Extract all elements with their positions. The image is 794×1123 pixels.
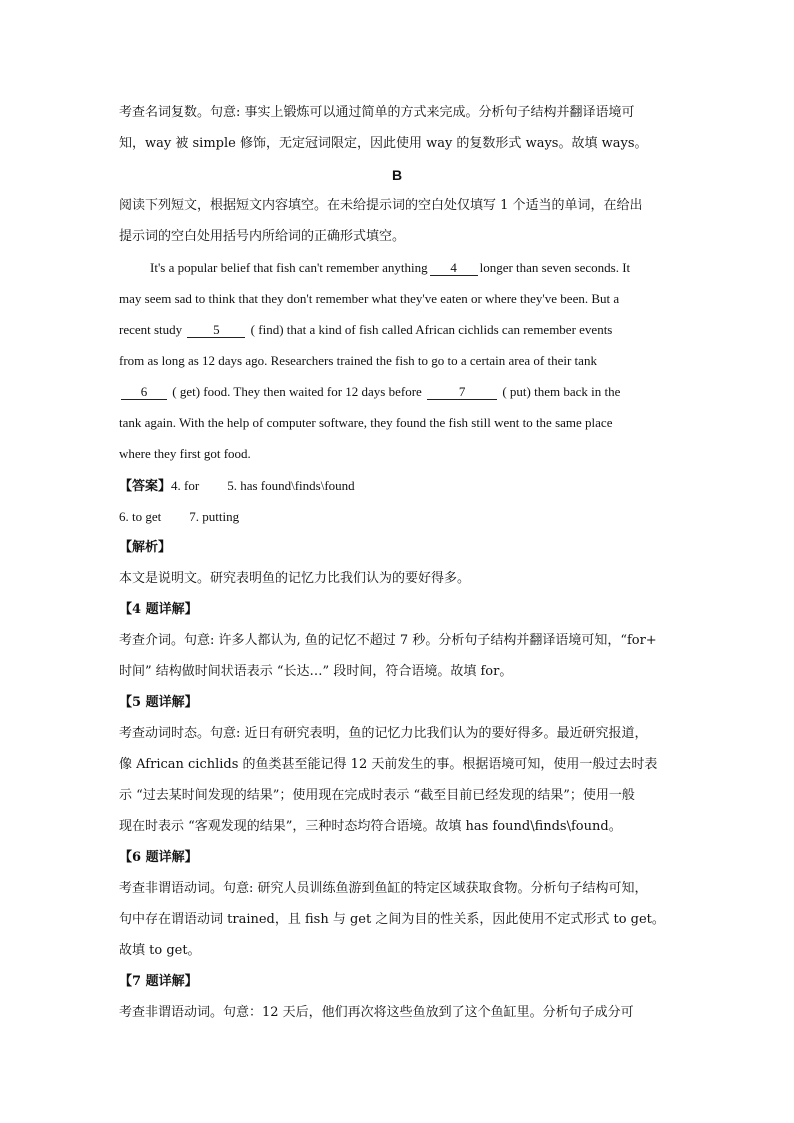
q6-label: 【6 题详解】	[119, 850, 198, 865]
blank-6: 6	[121, 385, 167, 400]
q7-line-1: 考查非谓语动词。句意：12 天后，他们再次将这些鱼放到了这个鱼缸里。分析句子成分可	[119, 1005, 634, 1020]
q7-label: 【7 题详解】	[119, 974, 198, 989]
blank-7: 7	[427, 385, 497, 400]
passage-text: ( get) food. They then waited for 12 days before	[172, 384, 422, 399]
passage-line-6: tank again. With the help of computer software, they found the fish still went to the same place	[119, 415, 613, 430]
passage-line-3	[119, 321, 679, 339]
section-heading: B	[391, 167, 403, 183]
analysis-label: 【解析】	[119, 540, 172, 555]
passage-text: recent study	[119, 322, 183, 337]
passage-line-5	[119, 383, 679, 401]
q4-line-1: 考查介词。句意: 许多人都认为, 鱼的记忆不超过 7 秒。分析句子结构并翻译语境可知，“for+	[119, 633, 657, 648]
q5-line-3: 示 “过去某时间发现的结果”；使用现在完成时表示 “截至目前已经发现的结果”；使用一般	[119, 788, 635, 803]
instructions-line-1: 阅读下列短文，根据短文内容填空。在未给提示词的空白处仅填写 1 个适当的单词，在给出	[119, 198, 643, 213]
q6-line-3: 故填 to get。	[119, 943, 201, 958]
answer-line-2	[119, 508, 679, 526]
passage-line-7: where they first got food.	[119, 446, 251, 461]
answer-label: 【答案】	[119, 479, 172, 494]
passage-line-2: may seem sad to think that they don't remember what they've eaten or where they've been. But a	[119, 291, 620, 306]
passage-text: ( put) them back in the	[502, 384, 621, 399]
answer-line-1	[119, 477, 679, 496]
q6-line-2: 句中存在谓语动词 trained，且 fish 与 get 之间为目的性关系，因此使用不定式形式 to get。	[119, 912, 665, 927]
analysis-summary: 本文是说明文。研究表明鱼的记忆力比我们认为的要好得多。	[119, 571, 471, 586]
q4-line-2: 时间” 结构做时间状语表示 “长达…” 段时间，符合语境。故填 for。	[119, 664, 513, 679]
passage-text: It's a popular belief that fish can't remember anything	[150, 260, 428, 275]
q5-line-4: 现在时表示 “客观发现的结果”，三种时态均符合语境。故填 has found\finds\found。	[119, 819, 622, 834]
q5-line-2: 像 African cichlids 的鱼类甚至能记得 12 天前发生的事。根据语境可知，使用一般过去时表	[119, 757, 658, 772]
q6-line-1: 考查非谓语动词。句意: 研究人员训练鱼游到鱼缸的特定区域获取食物。分析句子结构可知，	[119, 881, 648, 896]
passage-line-1	[150, 259, 710, 277]
blank-5: 5	[187, 323, 245, 338]
q5-line-1: 考查动词时态。句意: 近日有研究表明，鱼的记忆力比我们认为的要好得多。最近研究报道，	[119, 726, 648, 741]
intro-line-2: 知，way 被 simple 修饰，无定冠词限定，因此使用 way 的复数形式 ways。故填 ways。	[119, 136, 648, 151]
instructions-line-2: 提示词的空白处用括号内所给词的正确形式填空。	[119, 229, 406, 244]
answer-7: 7. putting	[189, 509, 240, 524]
answer-5: 5. has found\finds\found	[227, 478, 355, 493]
q4-label: 【4 题详解】	[119, 602, 198, 617]
passage-text: ( find) that a kind of fish called African cichlids can remember events	[250, 322, 613, 337]
passage-line-4: from as long as 12 days ago. Researchers trained the fish to go to a certain area of their tank	[119, 353, 597, 368]
answer-4: 4. for	[171, 478, 200, 493]
passage-text: longer than seven seconds. It	[479, 260, 631, 275]
answer-6: 6. to get	[119, 509, 162, 524]
blank-4: 4	[430, 261, 478, 276]
intro-line-1: 考查名词复数。句意: 事实上锻炼可以通过简单的方式来完成。分析句子结构并翻译语境可	[119, 105, 635, 120]
q5-label: 【5 题详解】	[119, 695, 198, 710]
